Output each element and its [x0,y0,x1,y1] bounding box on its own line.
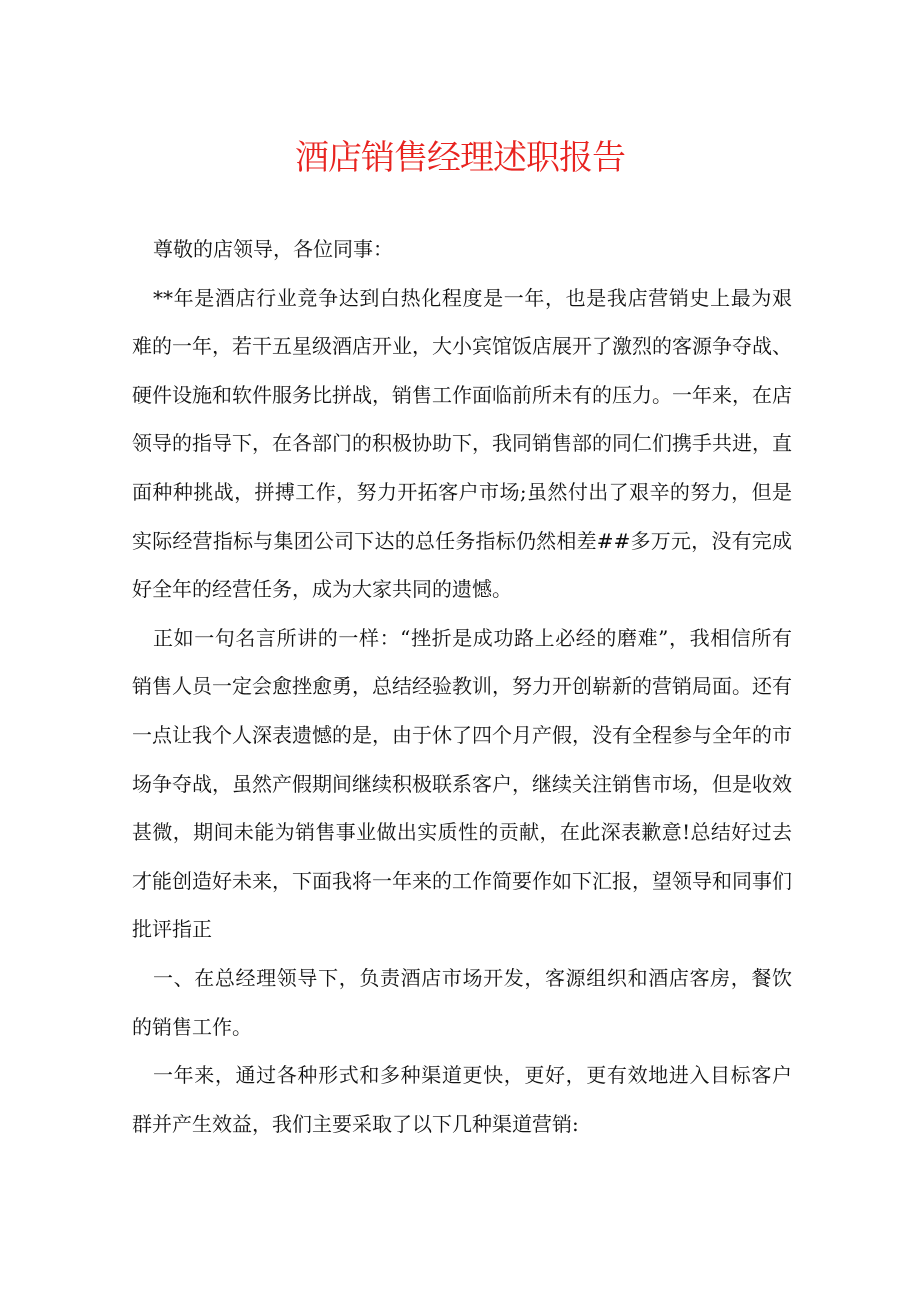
paragraph-salutation: 尊敬的店领导，各位同事： [153,237,393,261]
paragraph-year-overview: **年是酒店行业竞争达到白热化程度是一年，也是我店营销史上最为艰难的一年，若干五星级酒店开业，大小宾馆饭店展开了激烈的客源争夺战、硬件设施和软件服务比拼战，销售工作面临前所未有的压力。一年来，在店领导的指导下，在各部门的积极协助下，我同销售部的同仁们携手共进，直面种种挑战，拼搏工作，努力开拓客户市场;虽然付出了艰辛的努力，但是实际经营指标与集团公司下达的总任务指标仍然相差##多万元，没有完成好全年的经营任务，成为大家共同的遗憾。 [132,285,792,602]
paragraph-responsibility: 一、在总经理领导下，负责酒店市场开发，客源组织和酒店客房，餐饮的销售工作。 [132,965,792,1039]
paragraph-channels-intro: 一年来，通过各种形式和多种渠道更快，更好，更有效地进入目标客户群并产生效益，我们主要采取了以下几种渠道营销: [132,1063,792,1136]
paragraph-reflection: 正如一句名言所讲的一样：“挫折是成功路上必经的磨难”，我相信所有销售人员一定会愈挫愈勇，总结经验教训，努力开创崭新的营销局面。还有一点让我个人深表遗憾的是，由于休了四个月产假，没有全程参与全年的市场争夺战，虽然产假期间继续积极联系客户，继续关注销售市场，但是收效甚微，期间未能为销售事业做出实质性的贡献，在此深表歉意!总结好过去才能创造好未来，下面我将一年来的工作简要作如下汇报，望领导和同事们批评指正 [132,625,792,942]
document-title: 酒店销售经理述职报告 [295,138,625,178]
document-body [132,225,792,1148]
